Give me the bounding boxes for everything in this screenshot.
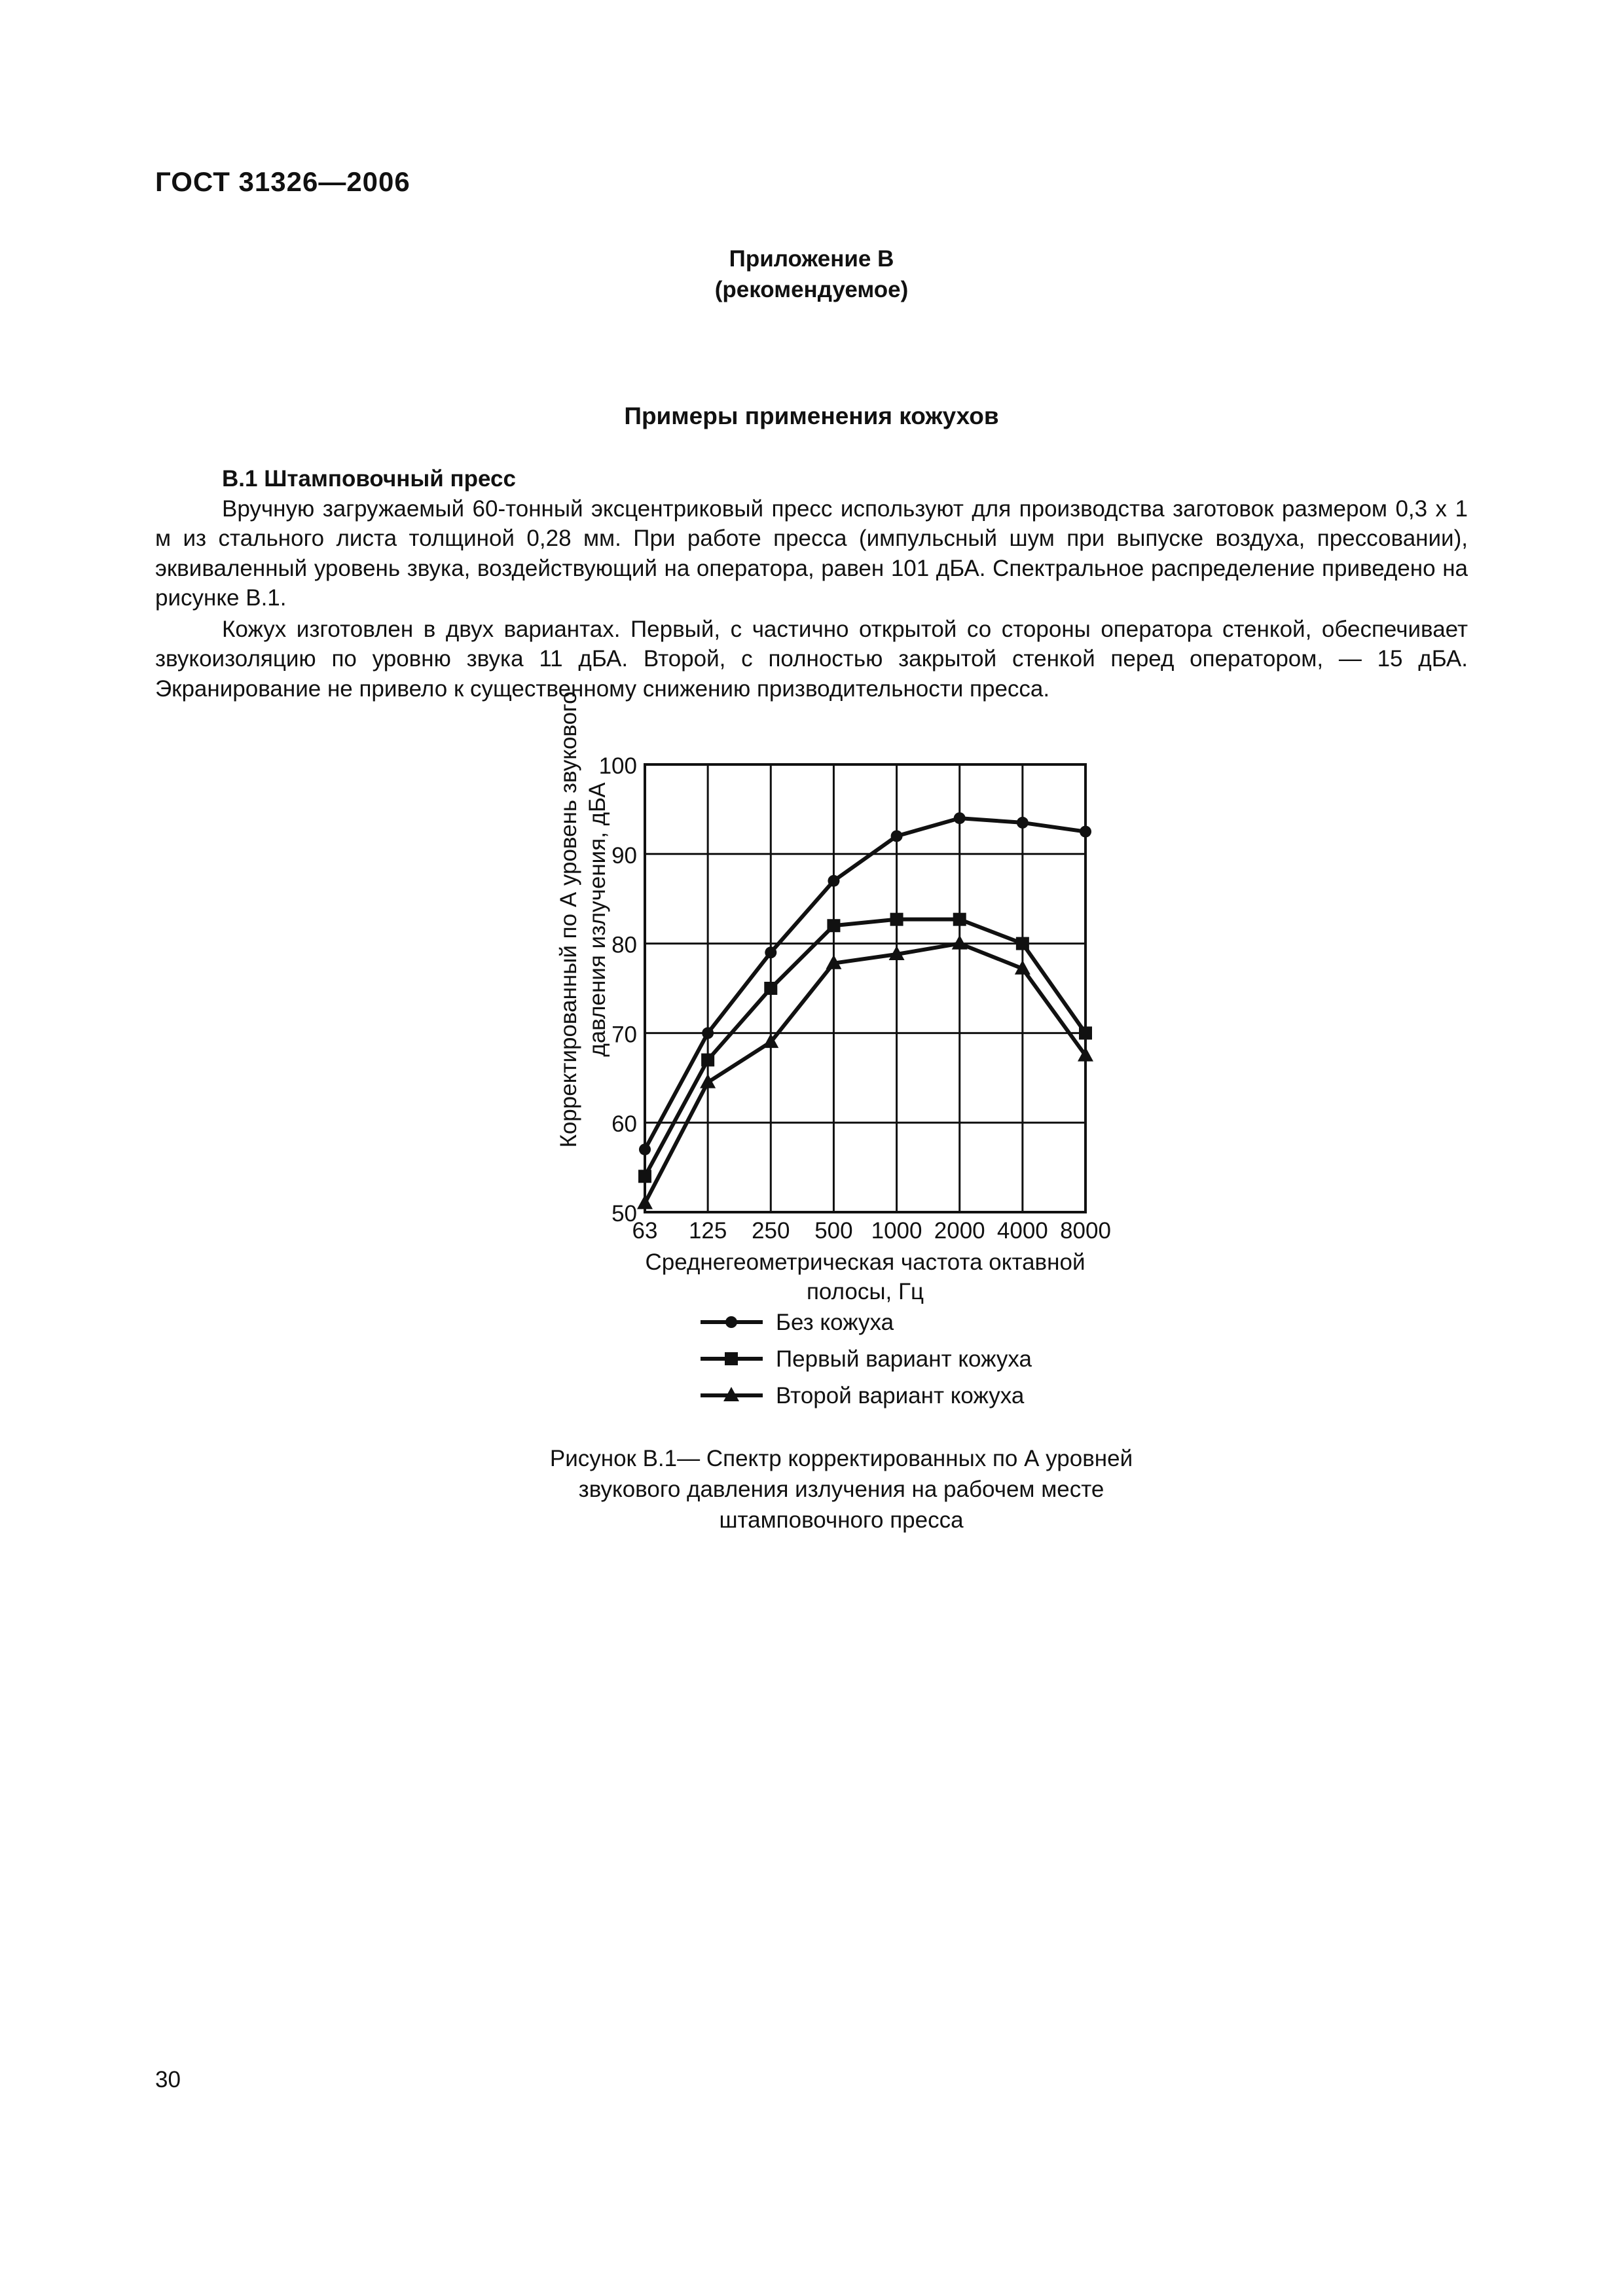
point-square: [764, 982, 777, 995]
point-circle: [765, 946, 776, 958]
document-code: ГОСТ 31326—2006: [155, 166, 410, 197]
point-square: [827, 919, 840, 932]
legend-label: Первый вариант кожуха: [776, 1346, 1032, 1372]
y-axis-label-line2: давления излучения, дБА: [585, 782, 610, 1057]
x-axis-label-line2: полосы, Гц: [806, 1279, 924, 1304]
y-tick-label: 100: [598, 753, 637, 779]
x-tick-label: 4000: [996, 1218, 1048, 1244]
point-square: [1079, 1026, 1092, 1039]
point-circle: [954, 812, 966, 824]
legend-label: Без кожуха: [776, 1310, 894, 1335]
legend-label: Второй вариант кожуха: [776, 1383, 1025, 1408]
x-tick-label: 500: [814, 1218, 853, 1244]
x-tick-label: 250: [752, 1218, 790, 1244]
figure-caption: Рисунок В.1— Спектр корректированных по А уровней звукового давления излучения на рабочем месте штамповочного пресса: [549, 1446, 1133, 1533]
point-square: [701, 1053, 714, 1066]
chart-legend: [701, 1310, 1032, 1408]
x-axis-label: [646, 1249, 1085, 1304]
series-line: [645, 818, 1085, 1149]
point-triangle: [952, 935, 968, 950]
x-tick-label: 1000: [871, 1218, 922, 1244]
series-2: [638, 913, 1092, 1183]
legend-entry-2: [701, 1346, 1032, 1372]
point-circle: [1080, 826, 1091, 838]
point-circle: [828, 875, 839, 887]
point-square: [953, 913, 966, 926]
legend-entry-3: [701, 1383, 1025, 1408]
plot-frame: [645, 764, 1085, 1212]
paragraph-1: Вручную загружаемый 60-тонный эксцентриковый пресс используют для производства заготовок размером 0,3 х 1 м из стального листа толщиной 0,28 мм. При работе пресса (импульсный шум при выпуске воздуха, прессовании), эквиваленный уровень звука, воздействующий на оператора, равен 101 дБА. Спектральное распределение приведено на рисунке В.1.: [155, 495, 1468, 611]
y-tick-label: 50: [611, 1201, 637, 1227]
point-square: [638, 1170, 651, 1183]
y-tick-label: 80: [611, 932, 637, 958]
appendix-title: Приложение В: [729, 246, 894, 272]
paragraph-2: Кожух изготовлен в двух вариантах. Первый, с частично открытой со стороны оператора стенкой, обеспечивает звукоизоляцию по уровню звука 11 дБА. Второй, с полностью закрытой стенкой перед оператором, — 15 дБА. Экранирование не привело к существенному снижению призводительности пресса.: [155, 616, 1468, 702]
chart-series: [637, 812, 1093, 1209]
legend-entry-1: [701, 1310, 894, 1335]
point-circle: [639, 1143, 651, 1155]
x-tick-label: 63: [632, 1218, 658, 1244]
y-tick-label: 90: [611, 842, 637, 869]
point-circle: [891, 830, 903, 842]
point-circle: [725, 1316, 737, 1328]
section-title: Примеры применения кожухов: [624, 403, 999, 429]
y-axis-label-line1: Корректированный по А уровень звукового: [556, 691, 581, 1148]
point-square: [890, 913, 903, 926]
x-tick-label: 8000: [1060, 1218, 1111, 1244]
series-line: [645, 944, 1085, 1204]
y-tick-label: 70: [611, 1022, 637, 1048]
series-3: [637, 935, 1093, 1210]
chart-ticks: [599, 753, 1111, 1244]
x-tick-label: 125: [688, 1218, 727, 1244]
appendix-status: (рекомендуемое): [714, 277, 909, 302]
x-axis-label-line1: Среднегеометрическая частота октавной: [645, 1249, 1085, 1275]
point-square: [725, 1352, 738, 1365]
chart-grid: [645, 764, 1085, 1212]
y-tick-label: 60: [611, 1111, 637, 1138]
x-tick-label: 2000: [934, 1218, 985, 1244]
point-circle: [702, 1027, 714, 1039]
point-circle: [1017, 817, 1029, 829]
point-square: [1016, 937, 1029, 950]
page-number: 30: [155, 2067, 181, 2092]
subsection-title: В.1 Штамповочный пресс: [222, 466, 516, 492]
